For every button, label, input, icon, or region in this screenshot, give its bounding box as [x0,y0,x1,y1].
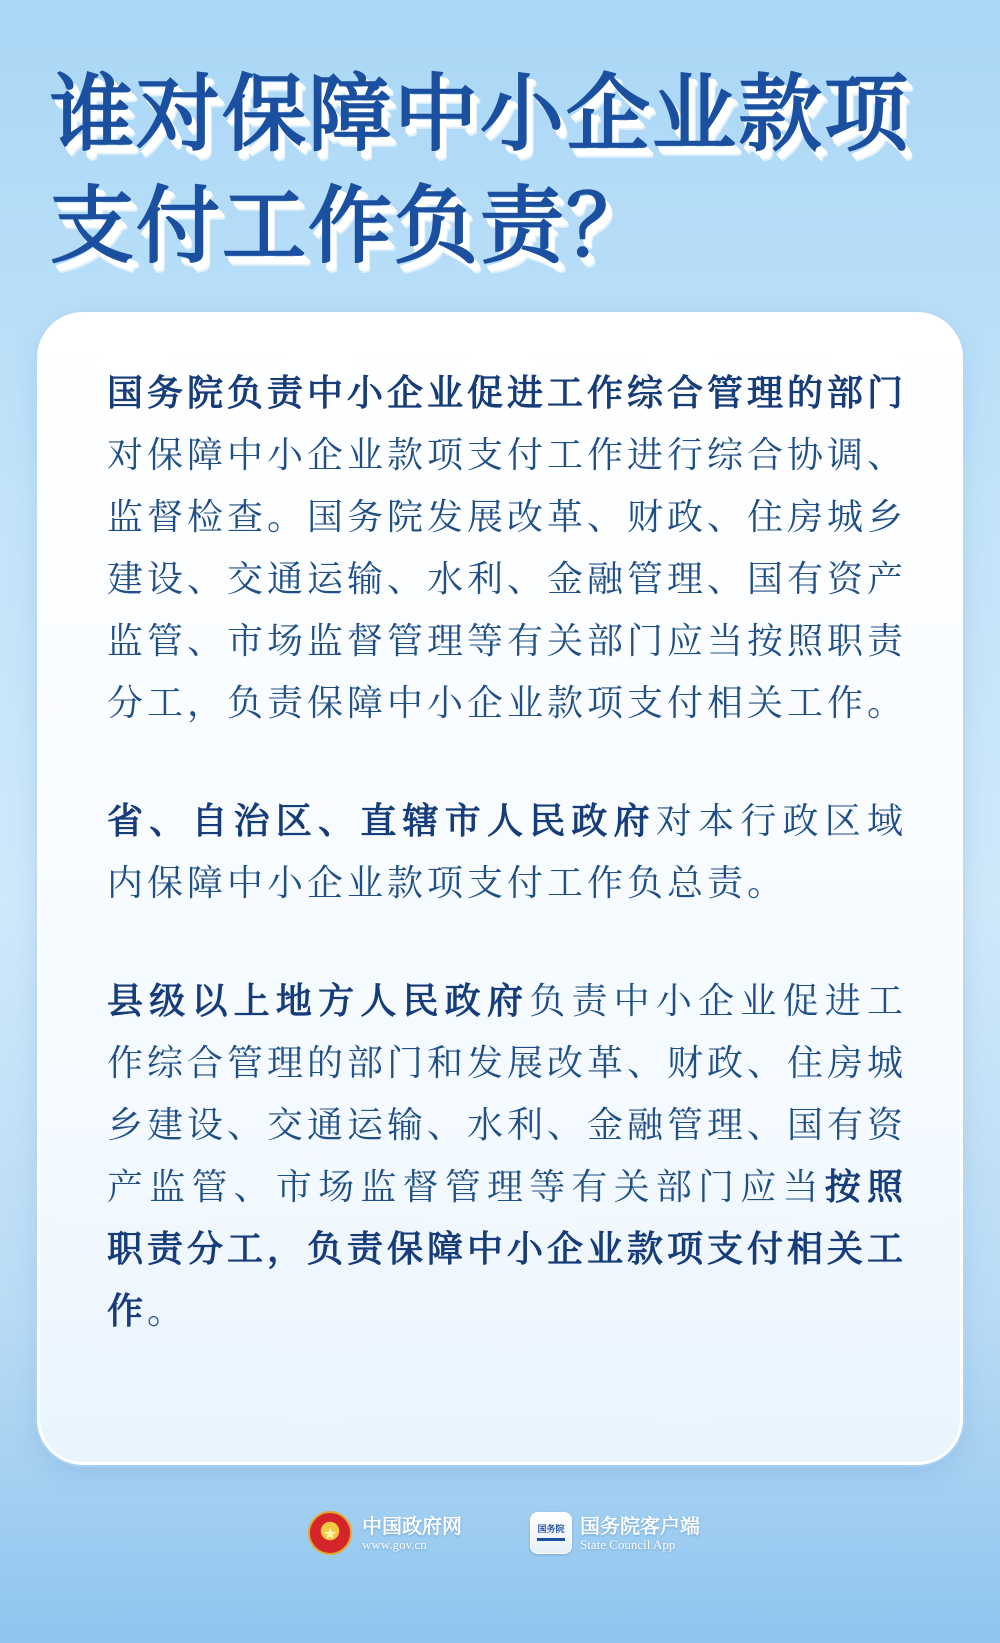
gov-site-name: 中国政府网 [362,1514,462,1538]
highlight-text: 按照职责分工，负责保障中小企业款项支付相关工作 [107,1167,908,1332]
body-text: 负责中小企业促进工作综合管理的部门和发展改革、财政、住房城乡建设、交通运输、水利、金融管理、国有资产监管、市场监督管理等有关部门应当 [107,981,908,1208]
app-name-en: State Council App [580,1537,676,1552]
highlight-text: 县级以上地方人民政府 [107,981,530,1022]
title-line-1: 谁对保障中小企业款项 [50,65,911,163]
paragraph-provincial-government [107,791,907,915]
body-text: 对保障中小企业款项支付工作进行综合协调、监督检查。国务院发展改革、财政、住房城乡建设、交通运输、水利、金融管理、国有资产监管、市场监督管理等有关部门应当按照职责分工，负责保障中小企业款项支付相关工作。 [107,435,908,724]
highlight-text: 国务院负责中小企业促进工作综合管理的部门 [107,373,908,414]
national-emblem-icon: ★ [308,1511,352,1555]
body-text: 对本行政区域内保障中小企业款项支付工作负总责。 [107,801,907,904]
card-content [107,363,907,1343]
content-card [37,312,963,1465]
app-icon [530,1512,572,1554]
footer [0,1505,1000,1565]
title-line-2: 支付工作负责？ [50,177,653,275]
paragraph-state-council [107,363,907,735]
app-icon-label: 国务院 [537,1525,565,1535]
state-council-app-logo [530,1505,700,1561]
gov-logo [308,1505,462,1561]
paragraph-local-government [107,971,907,1343]
highlight-text: 省、自治区、直辖市人民政府 [107,801,656,842]
app-icon-bar [537,1538,565,1541]
app-name: 国务院客户端 [580,1514,700,1538]
body-text: 。 [147,1291,188,1332]
gov-site-url: www.gov.cn [362,1537,427,1552]
poster-title [50,58,970,282]
